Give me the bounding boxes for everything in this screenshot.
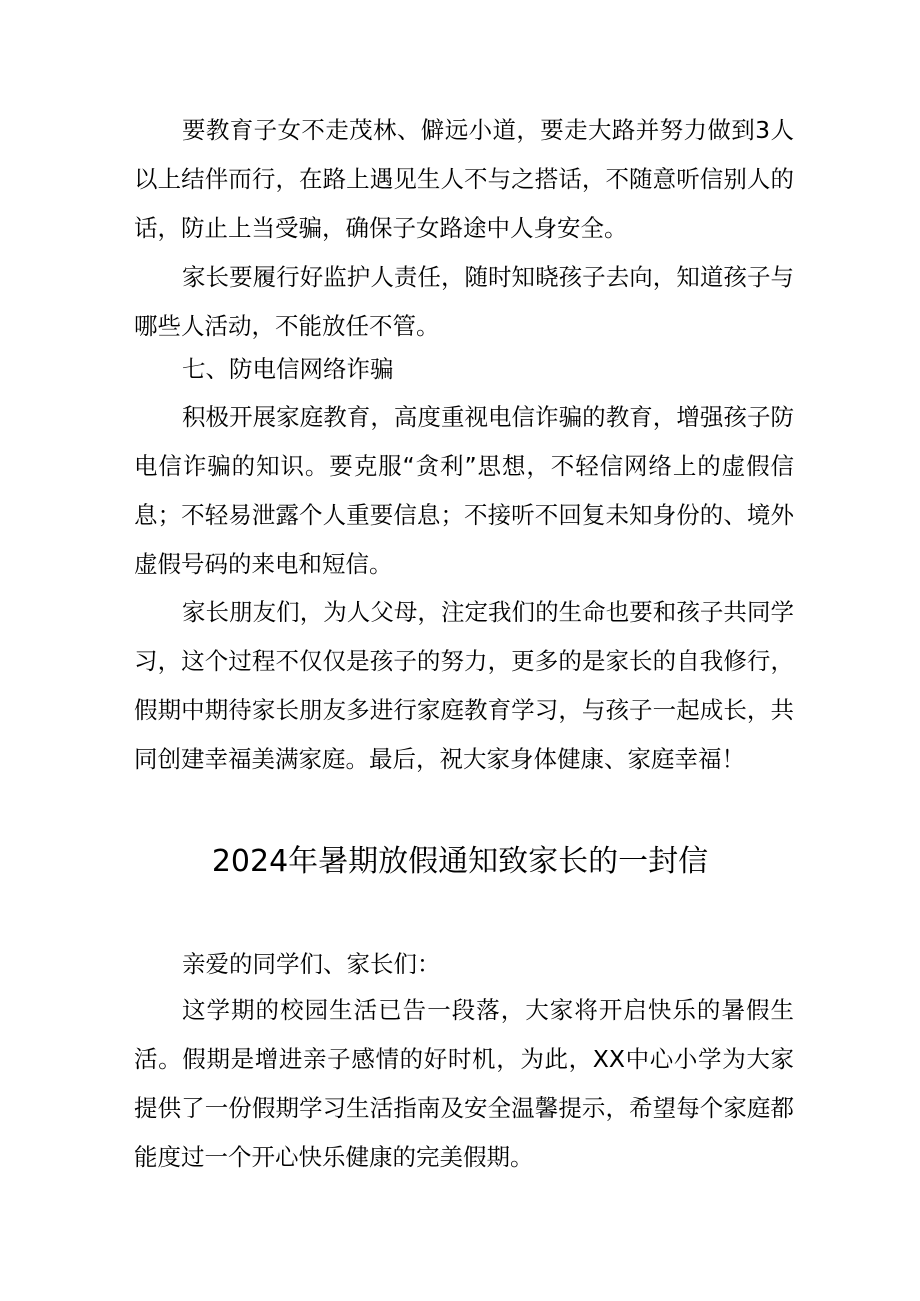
paragraph-fraud-education: 积极开展家庭教育，高度重视电信诈骗的教育，增强孩子防电信诈骗的知识。要克服“贪利”思想，不轻信网络上的虚假信息；不轻易泄露个人重要信息；不接听不回复未知身份的、境外虚假号码的来电和短信。 <box>134 403 794 578</box>
section-heading-telecom-fraud: 七、防电信网络诈骗 <box>182 355 394 383</box>
paragraph-guardian-duty: 家长要履行好监护人责任，随时知晓孩子去向，知道孩子与哪些人活动，不能放任不管。 <box>134 263 794 340</box>
letter-title: 2024年暑期放假通知致家长的一封信 <box>211 844 709 879</box>
letter-salutation: 亲爱的同学们、家长们： <box>182 950 441 978</box>
paragraph-letter-intro: 这学期的校园生活已告一段落，大家将开启快乐的暑假生活。假期是增进亲子感情的好时机，为此，XX中心小学为大家提供了一份假期学习生活指南及安全温馨提示，希望每个家庭都能度过一个开心快乐健康的完美假期。 <box>134 996 794 1171</box>
paragraph-route-safety: 要教育子女不走茂林、僻远小道，要走大路并努力做到3人以上结伴而行，在路上遇见生人不与之搭话，不随意听信别人的话，防止上当受骗，确保子女路途中人身安全。 <box>134 116 794 242</box>
paragraph-closing-wishes: 家长朋友们，为人父母，注定我们的生命也要和孩子共同学习，这个过程不仅仅是孩子的努力，更多的是家长的自我修行，假期中期待家长朋友多进行家庭教育学习，与孩子一起成长，共同创建幸福美满家庭。最后，祝大家身体健康、家庭幸福！ <box>134 598 794 773</box>
